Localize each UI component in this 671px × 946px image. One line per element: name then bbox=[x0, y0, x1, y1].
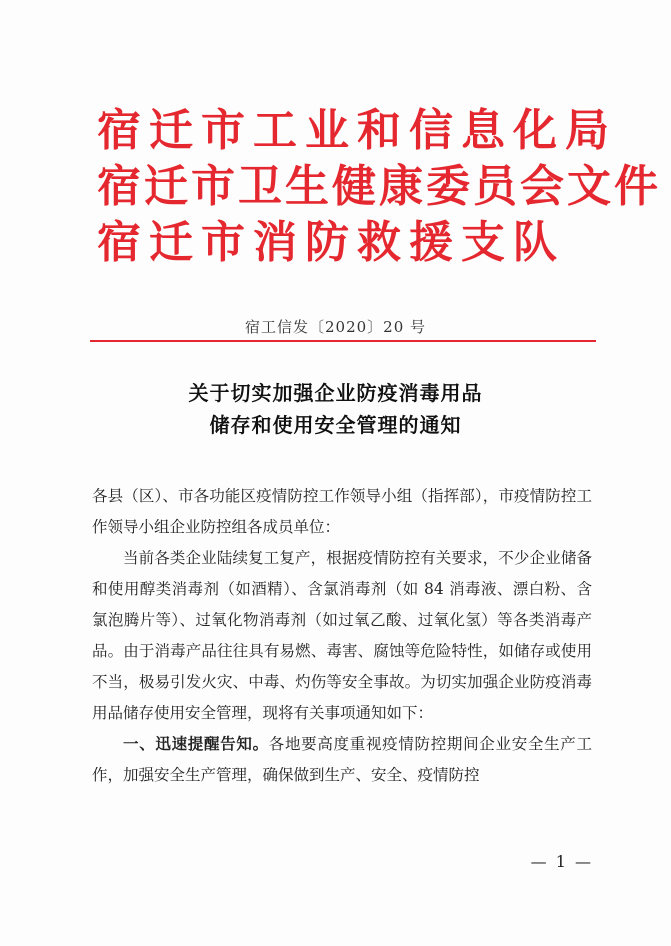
issuer-line: 宿迁市卫生健康委员会文件 bbox=[97, 161, 661, 212]
page-number: — 1 — bbox=[530, 852, 593, 871]
issuer-line: 宿迁市消防救援支队 bbox=[97, 217, 565, 268]
issuing-authorities bbox=[97, 103, 661, 271]
document-body bbox=[92, 481, 592, 791]
addressee: 各县（区）、市各功能区疫情防控工作领导小组（指挥部），市疫情防控工作领导小组企业防控组各成员单位： bbox=[92, 487, 592, 536]
issuer-line: 宿迁市工业和信息化局 bbox=[97, 105, 617, 156]
title-line: 关于切实加强企业防疫消毒用品 bbox=[188, 381, 483, 405]
section-paragraph bbox=[92, 729, 592, 791]
section-heading: 一、迅速提醒告知。 bbox=[123, 735, 269, 753]
document-number: 宿工信发〔2020〕20 号 bbox=[244, 318, 427, 336]
paragraph: 当前各类企业陆续复工复产，根据疫情防控有关要求，不少企业储备和使用醇类消毒剂（如酒精）、含氯消毒剂（如 84 消毒液、漂白粉、含氯泡腾片等）、过氧化物消毒剂（如过氧乙酸、过氧化氢）等各类消毒产品。由于消毒产品往往具有易燃、毒害、腐蚀等危险特性，如储存或使用不当，极易引发火灾、中毒、灼伤等安全事故。为切实加强企业防疫消毒用品储存使用安全管理，现将有关事项通知如下： bbox=[92, 549, 592, 722]
red-separator-line bbox=[90, 340, 596, 342]
section-text: 各地要高度重视疫情防控期间企业安全生产工作，加强安全生产管理，确保做到生产、安全、疫情防控 bbox=[92, 735, 592, 784]
document-title bbox=[0, 377, 671, 441]
title-line: 储存和使用安全管理的通知 bbox=[209, 413, 462, 437]
